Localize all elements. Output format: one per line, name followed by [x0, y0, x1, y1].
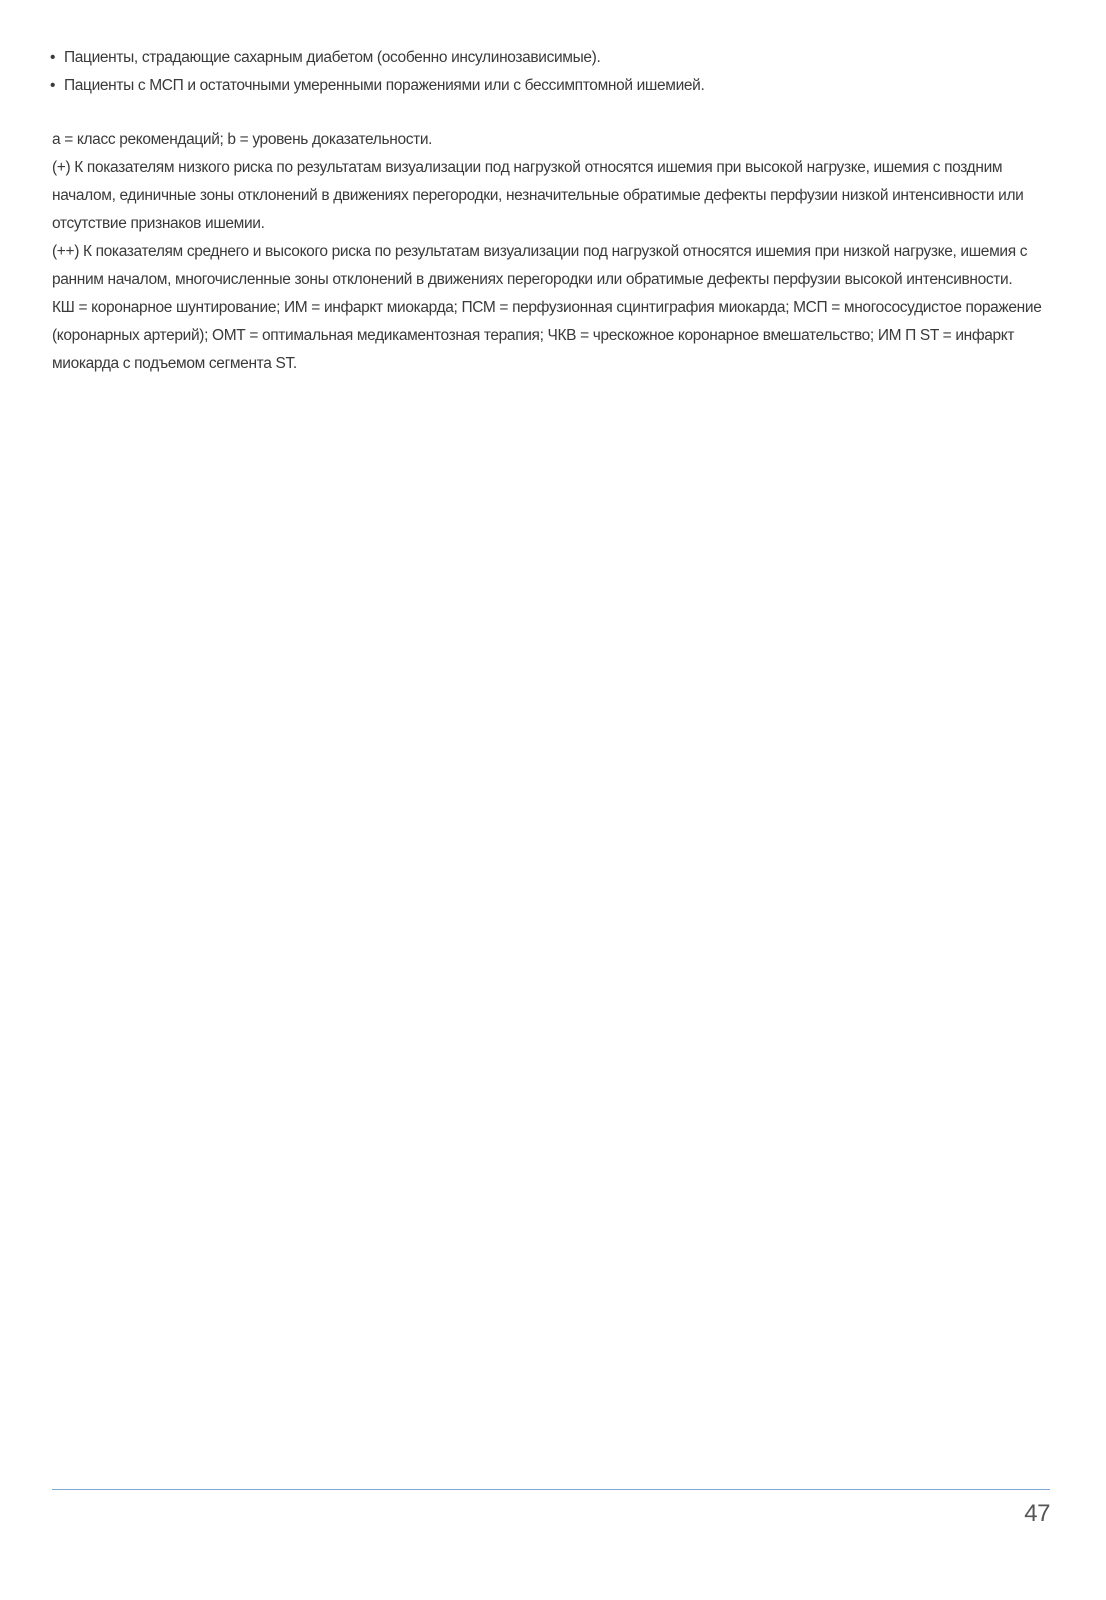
bullet-dot-icon: •: [50, 49, 56, 66]
note-legend: a = класс рекомендаций; b = уровень доказательности.: [52, 131, 433, 148]
bullet-item-diabetes: [52, 44, 1052, 72]
bullet-item-msp: [52, 72, 1052, 100]
table-notes: [52, 126, 1052, 378]
bullet-text: Пациенты, страдающие сахарным диабетом (особенно инсулинозависимые).: [64, 49, 601, 66]
footer-divider: [52, 1489, 1050, 1490]
note-abbreviations: КШ = коронарное шунтирование; ИМ = инфаркт миокарда; ПСМ = перфузионная сцинтиграфия миокарда; МСП = многососудистое поражение (коронарных артерий); ОМТ = оптимальная медикаментозная терапия; ЧКВ = чрескожное коронарное вмешательство; ИМ П ST = инфаркт миокарда с подъемом сегмента ST.: [52, 299, 1042, 372]
page-content: [52, 44, 1052, 378]
bullet-dot-icon: •: [50, 77, 56, 94]
note-high-risk: (++) К показателям среднего и высокого риска по результатам визуализации под нагрузкой относятся ишемия при низкой нагрузке, ишемия с ранним началом, многочисленные зоны отклонений в движениях перегородки или обратимые дефекты перфузии высокой интенсивности.: [52, 243, 1028, 288]
bullet-text: Пациенты с МСП и остаточными умеренными поражениями или с бессимптомной ишемией.: [64, 77, 705, 94]
page-number: 47: [1024, 1500, 1050, 1527]
bullet-list: [52, 44, 1052, 100]
note-low-risk: (+) К показателям низкого риска по результатам визуализации под нагрузкой относятся ишемия при высокой нагрузке, ишемия с поздним началом, единичные зоны отклонений в движениях перегородки, незначительные обратимые дефекты перфузии низкой интенсивности или отсутствие признаков ишемии.: [52, 159, 1024, 232]
